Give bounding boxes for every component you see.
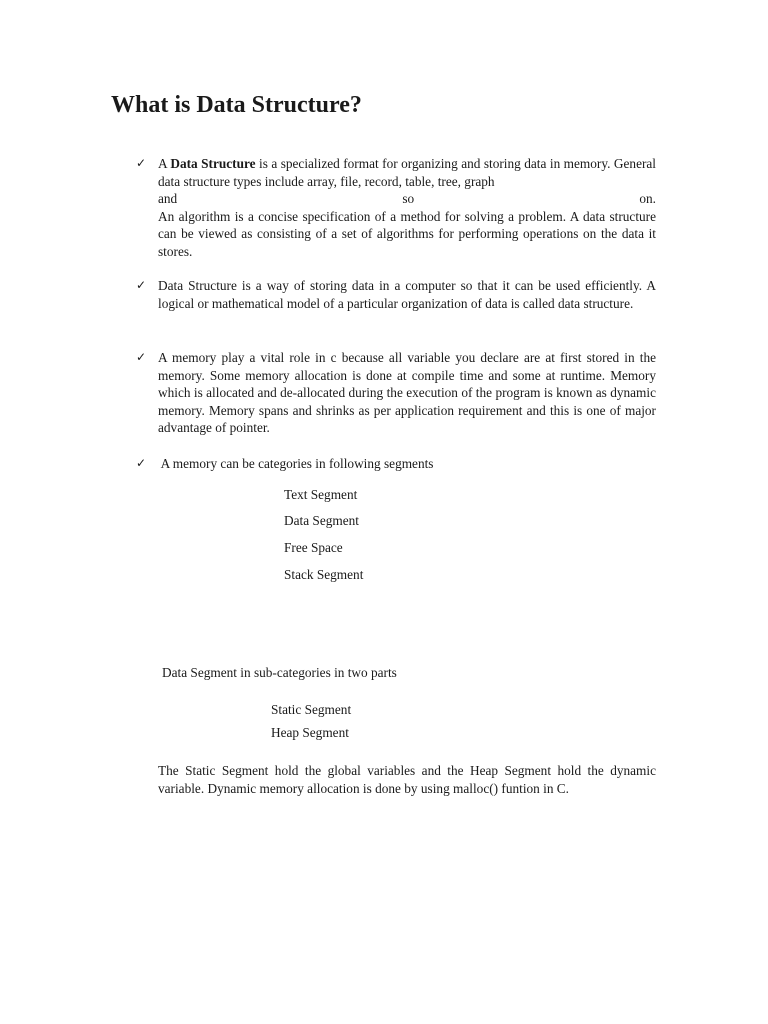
- bullet-text-rest: is a specialized format for organizing and storing data in memory. General data structure types include array, file, record, table, tree, graph: [158, 156, 656, 189]
- check-mark-icon: ✓: [136, 278, 147, 292]
- bullet-text-continued: An algorithm is a concise specification of a method for solving a problem. A data structure can be viewed as consisting of a set of algorithms for performing operations on the data it stores.: [158, 208, 656, 259]
- bullet-text: A memory can be categories in following segments: [158, 456, 434, 471]
- bullet-item: [136, 349, 656, 437]
- sub-segment-item: Static Segment: [271, 702, 352, 717]
- spread-word: so: [402, 191, 415, 206]
- bullet-item: [136, 455, 656, 473]
- page-title: What is Data Structure?: [111, 92, 362, 118]
- segment-item: Text Segment: [284, 487, 358, 502]
- segment-item: Stack Segment: [284, 567, 364, 582]
- sub-segment-item: Heap Segment: [271, 725, 349, 740]
- bullet-text: [158, 155, 656, 260]
- closing-paragraph: The Static Segment hold the global variables and the Heap Segment hold the dynamic variable. Dynamic memory allocation is done by using malloc() funtion in C.: [158, 763, 656, 796]
- spread-word: and: [158, 191, 178, 206]
- bullet-lead: A: [158, 156, 171, 171]
- spread-line: [158, 190, 656, 208]
- check-mark-icon: ✓: [136, 456, 147, 470]
- check-mark-icon: ✓: [136, 156, 147, 170]
- spread-word: on.: [639, 191, 656, 206]
- segment-item: Free Space: [284, 540, 343, 555]
- bullet-item: [136, 155, 656, 260]
- bullet-text: Data Structure is a way of storing data in a computer so that it can be used efficiently. A logical or mathematical model of a particular organization of data is called data structure.: [158, 278, 656, 311]
- check-mark-icon: ✓: [136, 350, 147, 364]
- sub-heading: Data Segment in sub-categories in two parts: [162, 665, 397, 680]
- bullet-text: A memory play a vital role in c because all variable you declare are at first stored in the memory. Some memory allocation is done at compile time and some at runtime. Memory which is allocated and de-allocated during the execution of the program is known as dynamic memory. Memory spans and shrinks as per application requirement and this is one of major advantage of pointer.: [158, 350, 656, 435]
- bullet-item: [136, 277, 656, 312]
- segment-item: Data Segment: [284, 513, 359, 528]
- bold-term: Data Structure: [170, 156, 256, 171]
